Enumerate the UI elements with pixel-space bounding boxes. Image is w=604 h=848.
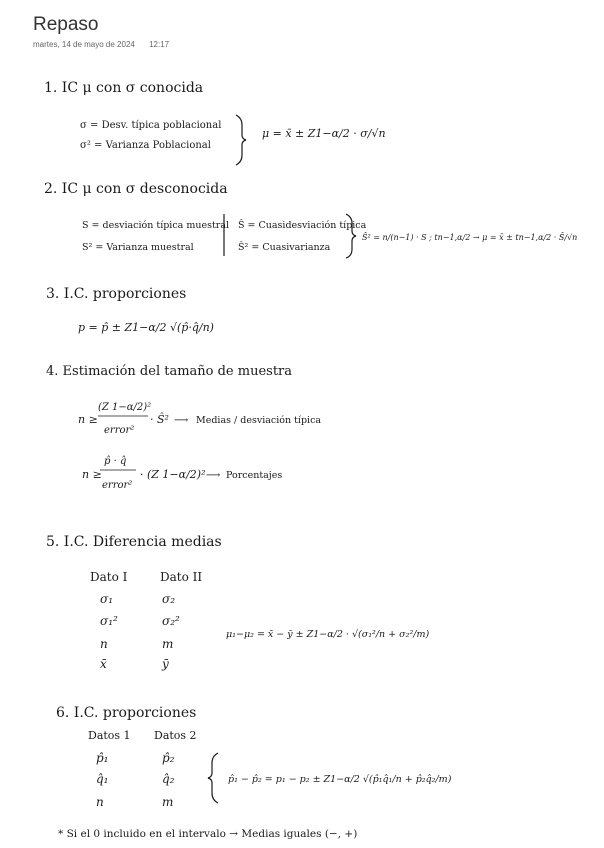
section-1-formula: μ = x̄ ± Z1−α/2 · σ/√n [262, 127, 386, 140]
section-4-note-1: Medias / desviación típica [196, 415, 322, 426]
section-2-formula: Ŝ² = n/(n−1) · S ; tn−1,α/2 → μ = x̄ ± tn−1,α/2 · Ŝ/√n [362, 233, 578, 242]
section-5-c1-r2: σ₁² [100, 614, 118, 628]
section-3-heading: 3. I.C. proporciones [46, 286, 187, 302]
section-6-formula: p̂₁ − p̂₂ = p₁ − p₂ ± Z1−α/2 √(p̂₁q̂₁/n + p̂₂q̂₂/m) [228, 774, 452, 785]
section-3 [46, 286, 214, 334]
section-2-line-4: Ŝ² = Cuasivarianza [238, 242, 331, 253]
n-ge: n ≥ [78, 413, 98, 426]
brace [208, 753, 218, 803]
section-5 [46, 534, 429, 671]
section-1-line-2: σ² = Varianza Poblacional [80, 140, 211, 151]
page-date: martes, 14 de mayo de 2024 [33, 40, 135, 49]
section-2 [44, 181, 577, 258]
numerator: (Z 1−α/2)² [98, 402, 152, 413]
section-4-formula-1 [78, 402, 321, 436]
section-1-line-1: σ = Desv. típica poblacional [80, 120, 222, 131]
s-hat-squared: · Ŝ² [150, 413, 169, 426]
section-5-c1-r1: σ₁ [100, 592, 114, 606]
section-2-line-3: Ŝ = Cuasidesviación típica [238, 220, 367, 231]
section-5-heading: 5. I.C. Diferencia medias [46, 534, 222, 550]
section-6-c2-r1: p̂₂ [162, 751, 175, 765]
section-6-col-1: Datos 1 [88, 729, 131, 742]
n-ge: n ≥ [82, 468, 102, 481]
section-5-col-2: Dato II [160, 570, 203, 584]
section-6-col-2: Datos 2 [154, 729, 197, 742]
page-time: 12:17 [149, 40, 170, 49]
section-6-c1-r2: q̂₁ [96, 772, 109, 786]
section-6-c2-r2: q̂₂ [162, 772, 175, 786]
section-6-c1-r3: n [96, 795, 104, 809]
numerator: p̂ · q̂ [104, 456, 127, 467]
section-6-c1-r1: p̂₁ [96, 751, 109, 765]
arrow: ⟶ [174, 415, 189, 426]
section-5-c1-r4: x̄ [100, 657, 107, 671]
section-5-formula: μ₁−μ₂ = x̄ − ȳ ± Z1−α/2 · √(σ₁²/n + σ₂²/m) [226, 629, 430, 640]
section-5-c1-r3: n [100, 637, 108, 651]
section-4-formula-2 [82, 456, 282, 491]
z-squared: · (Z 1−α/2)² [140, 468, 206, 481]
section-5-c2-r2: σ₂² [162, 614, 180, 628]
arrow: ⟶ [206, 470, 221, 481]
section-2-line-2: S² = Varianza muestral [82, 242, 194, 253]
footnote: * Si el 0 incluido en el intervalo → Medias iguales (−, +) [58, 828, 358, 840]
section-3-formula: p = p̂ ± Z1−α/2 √(p̂·q̂/n) [78, 321, 214, 334]
section-2-line-1: S = desviación típica muestral [82, 220, 230, 231]
section-5-col-1: Dato I [90, 570, 128, 584]
section-4 [46, 364, 321, 491]
section-1-heading: 1. IC μ con σ conocida [44, 80, 204, 96]
section-2-heading: 2. IC μ con σ desconocida [44, 181, 228, 197]
section-6 [56, 705, 452, 809]
denominator: error² [104, 425, 135, 436]
section-4-heading: 4. Estimación del tamaño de muestra [46, 364, 293, 379]
section-1 [44, 80, 386, 165]
brace [236, 115, 246, 165]
denominator: error² [102, 480, 133, 491]
page-title: Repaso [33, 14, 99, 35]
section-5-c2-r1: σ₂ [162, 592, 176, 606]
section-5-c2-r3: m [162, 637, 174, 651]
section-5-c2-r4: ȳ [162, 657, 169, 671]
section-6-heading: 6. I.C. proporciones [56, 705, 197, 721]
section-6-c2-r3: m [162, 795, 174, 809]
section-4-note-2: Porcentajes [226, 470, 283, 481]
